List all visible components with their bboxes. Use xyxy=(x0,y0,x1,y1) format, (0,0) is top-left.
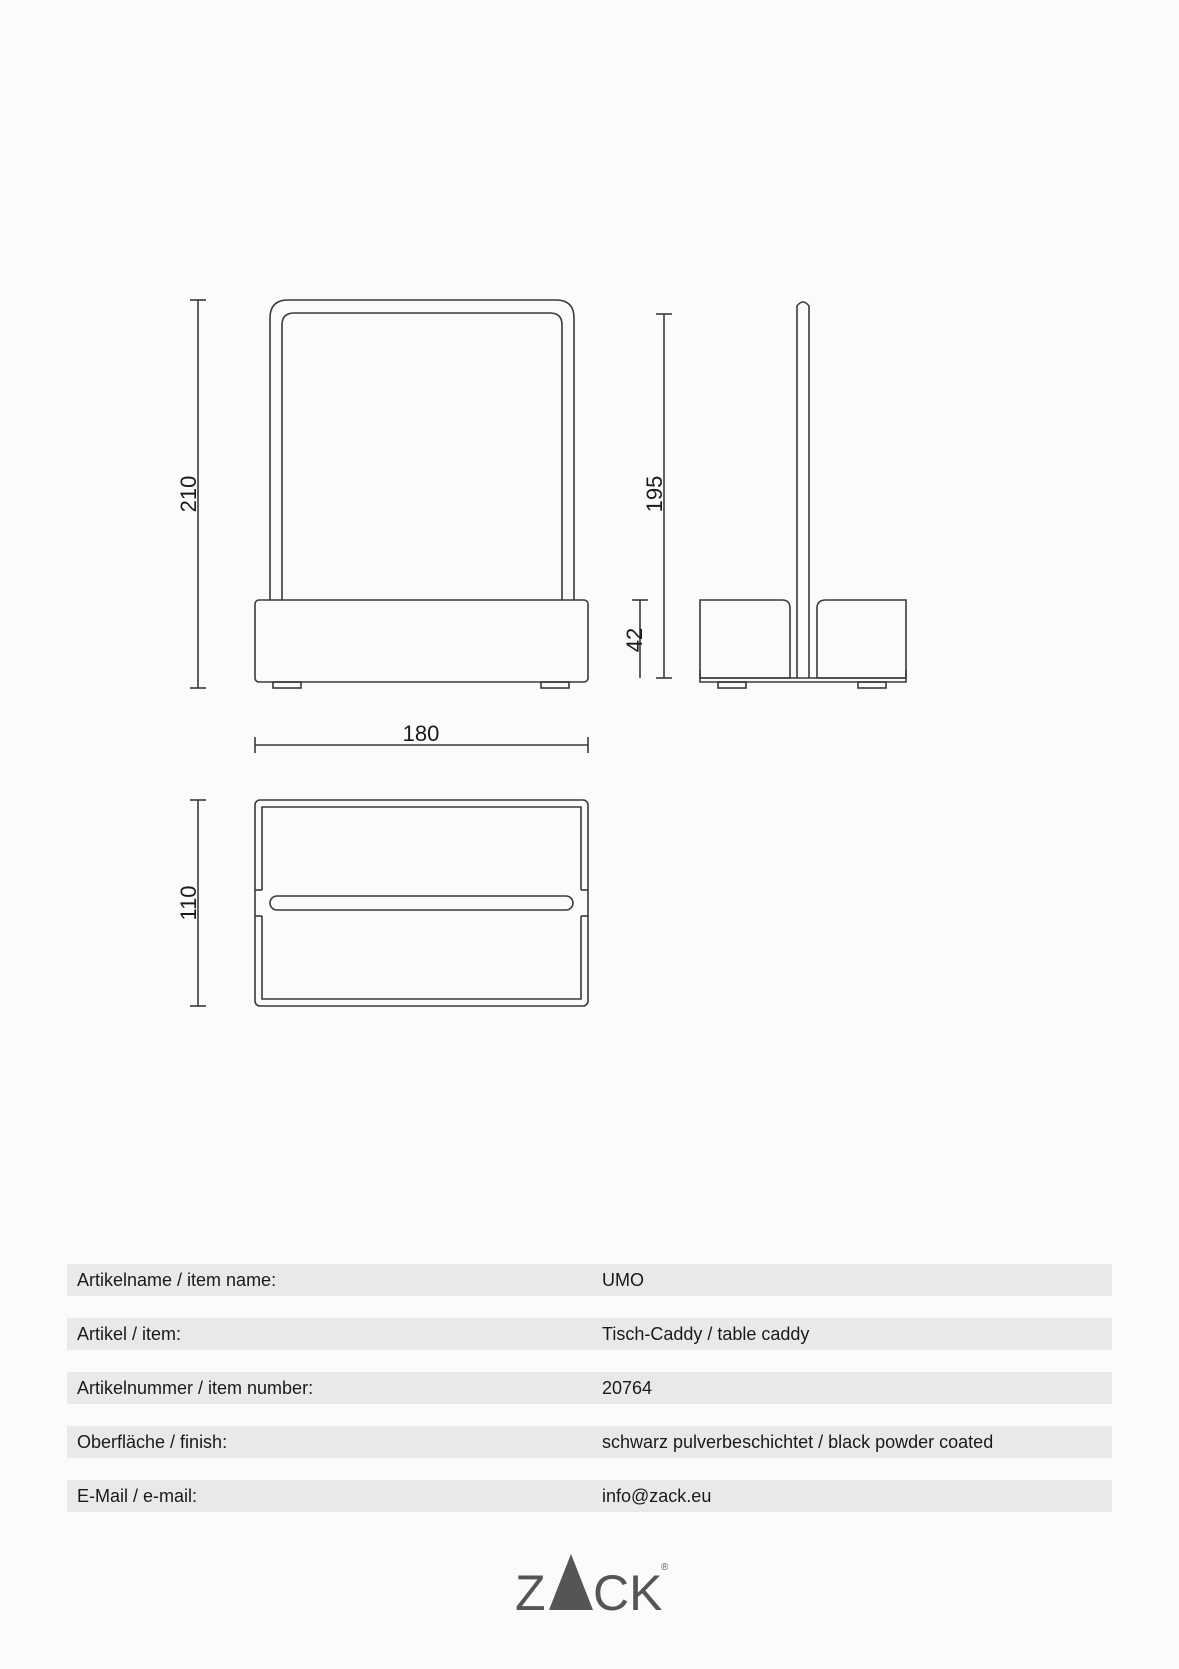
logo-triangle-icon xyxy=(549,1554,593,1610)
logo-letters-ck: CK xyxy=(593,1565,663,1618)
registered-mark: ® xyxy=(661,1562,669,1573)
logo-letter-z: Z xyxy=(515,1565,546,1618)
spec-label: Oberfläche / finish: xyxy=(77,1432,228,1452)
dim-height-total: 210 xyxy=(176,475,201,513)
spec-row-item xyxy=(67,1318,1112,1350)
dim-height-handle: 195 xyxy=(642,475,667,513)
dim-depth: 110 xyxy=(176,885,201,921)
dim-height-base: 42 xyxy=(622,627,647,653)
spec-label: Artikelname / item name: xyxy=(77,1270,277,1290)
dim-width: 180 xyxy=(402,721,440,746)
spec-value: 20764 xyxy=(602,1378,653,1398)
spec-row-item-name xyxy=(67,1264,1112,1296)
side-view xyxy=(632,302,906,688)
spec-row-finish xyxy=(67,1426,1112,1458)
spec-value: UMO xyxy=(602,1270,644,1290)
front-view xyxy=(190,300,588,753)
spec-table xyxy=(67,1264,1112,1534)
spec-value: schwarz pulverbeschichtet / black powder coated xyxy=(602,1432,994,1452)
spec-value[interactable]: info@zack.eu xyxy=(602,1486,712,1506)
spec-row-item-number xyxy=(67,1372,1112,1404)
top-view xyxy=(190,800,588,1006)
spec-label: Artikel / item: xyxy=(77,1324,182,1344)
spec-label: E-Mail / e-mail: xyxy=(77,1486,198,1506)
spec-value: Tisch-Caddy / table caddy xyxy=(602,1324,810,1344)
spec-row-email xyxy=(67,1480,1112,1512)
spec-label: Artikelnummer / item number: xyxy=(77,1378,314,1398)
zack-logo xyxy=(513,1548,673,1618)
